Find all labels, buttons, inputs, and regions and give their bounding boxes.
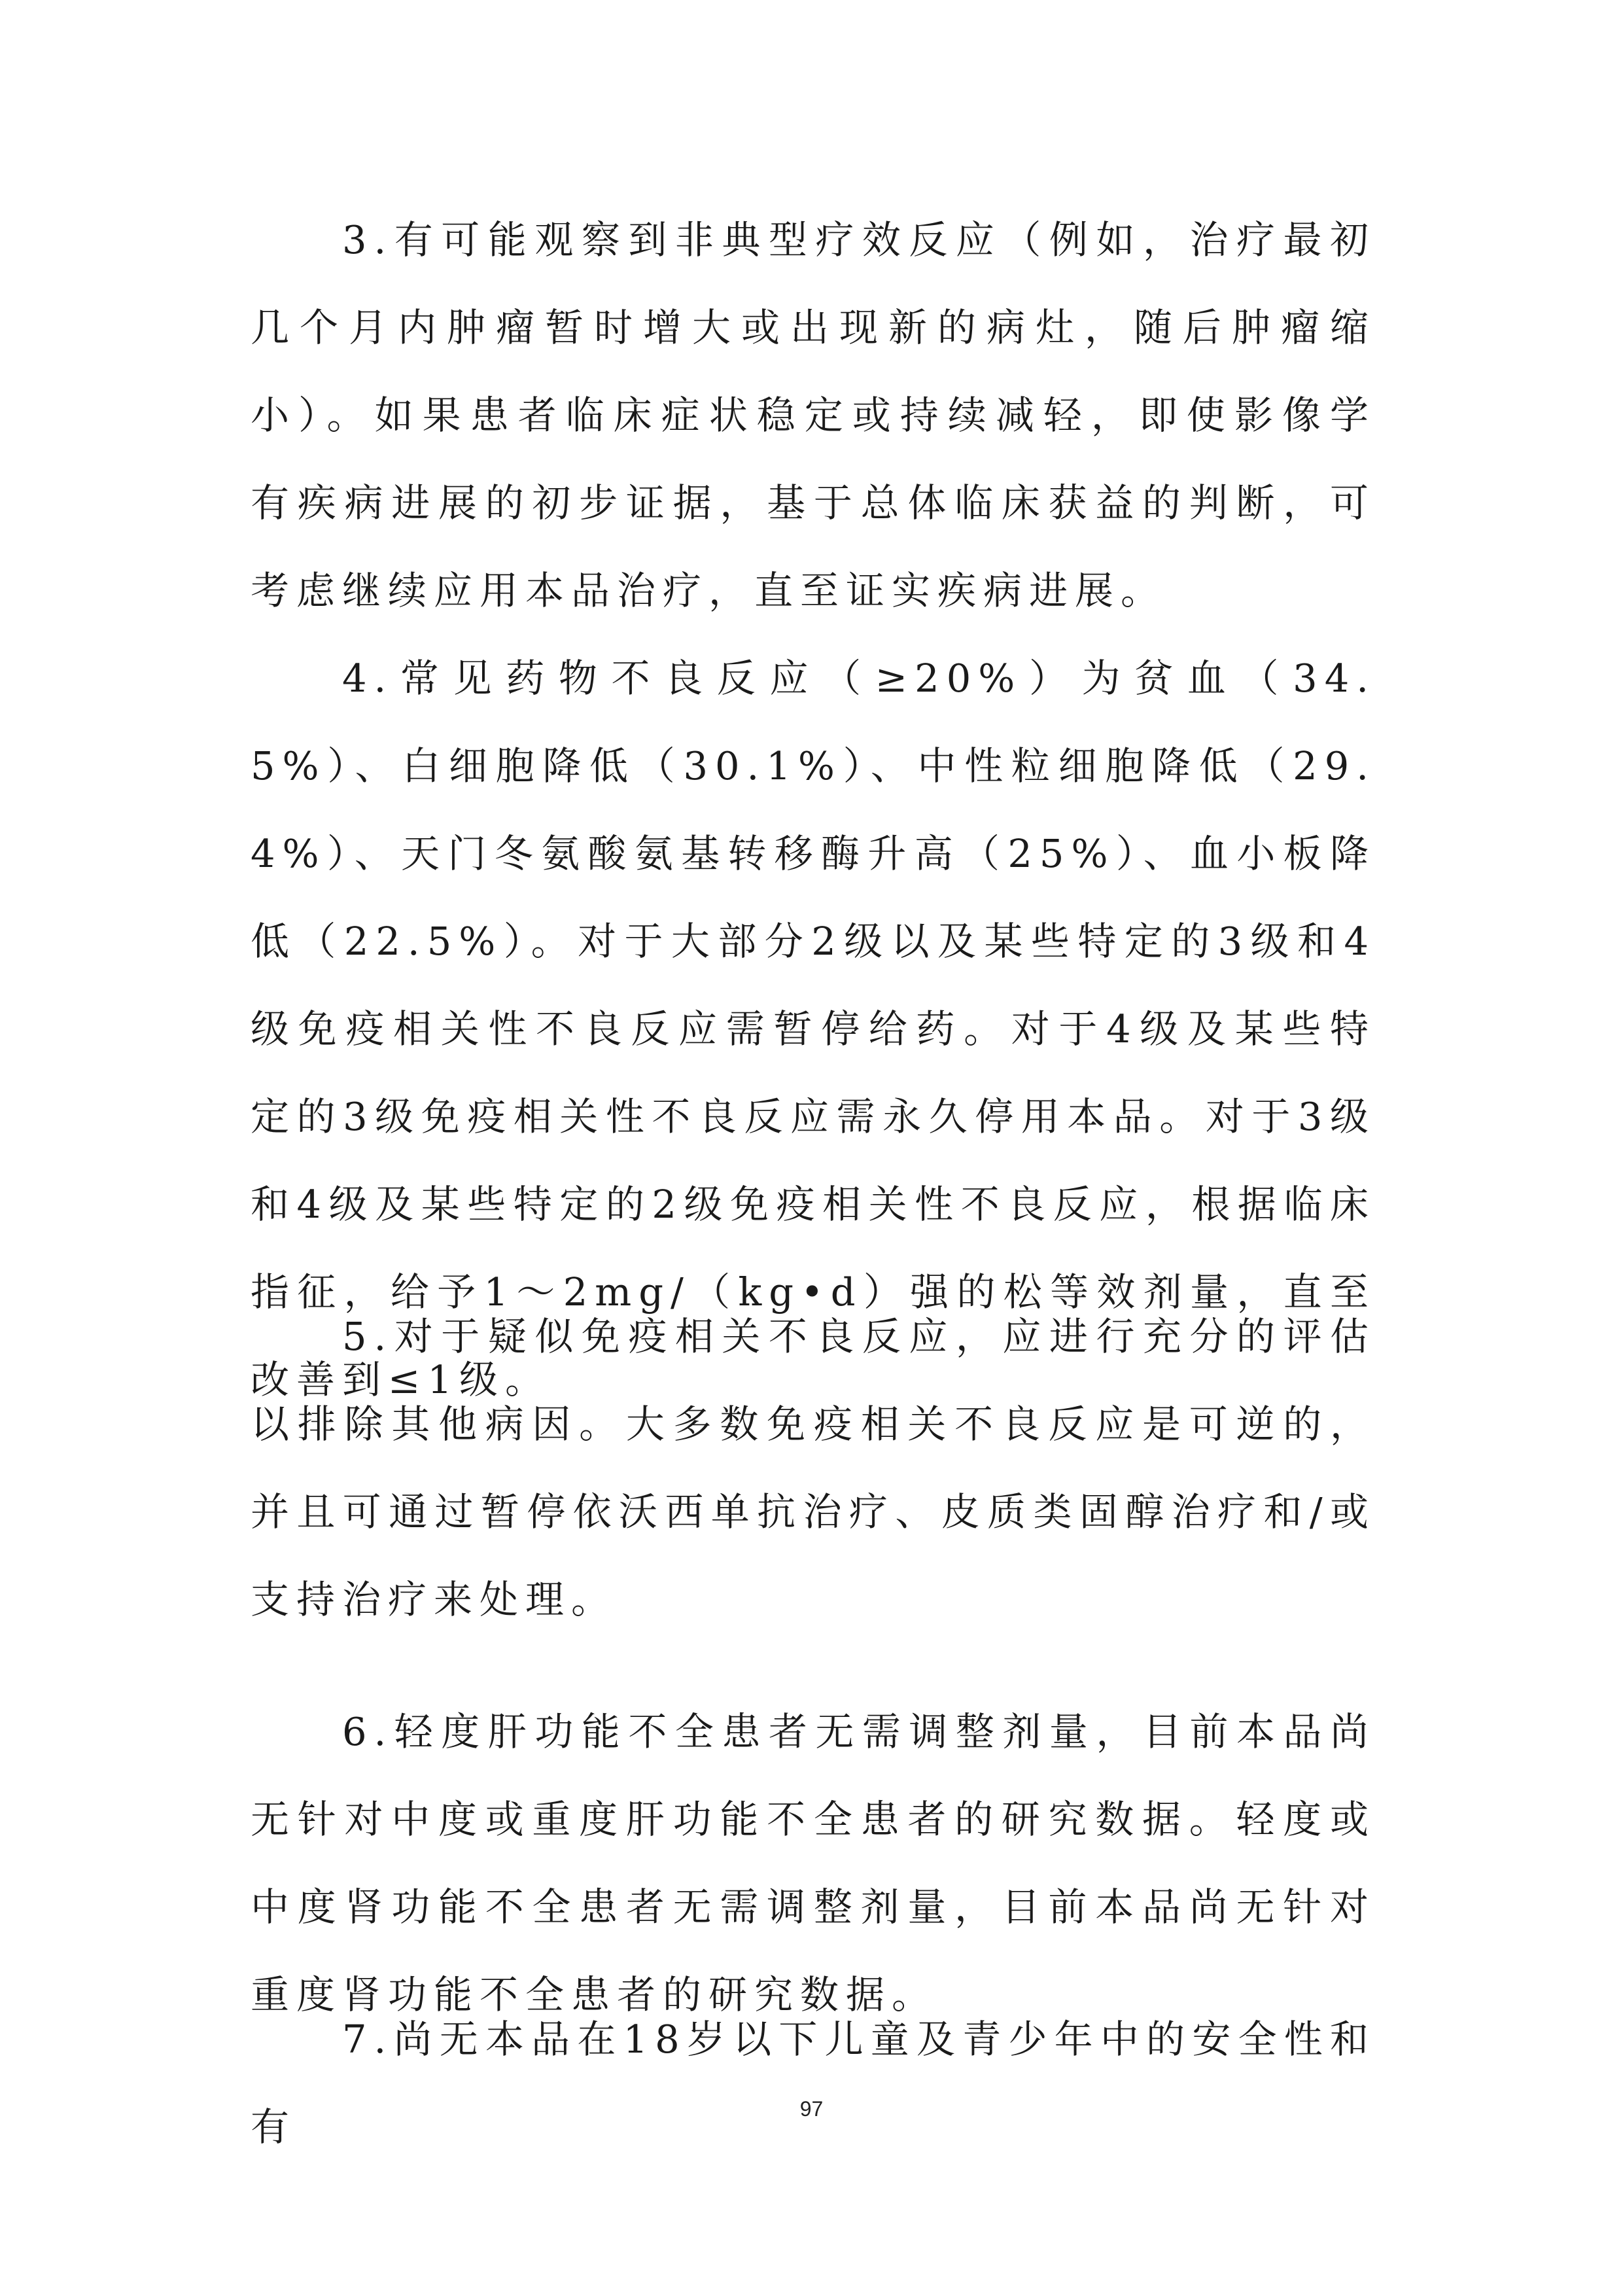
paragraph-item-6: 6.轻度肝功能不全患者无需调整剂量，目前本品尚无针对中度或重度肝功能不全患者的研究数据。轻度或中度肾功能不全患者无需调整剂量，目前本品尚无针对重度肾功能不全患者的研究数据。 xyxy=(251,1709,1376,2017)
paragraph-item-5: 5.对于疑似免疫相关不良反应，应进行充分的评估以排除其他病因。大多数免疫相关不良反应是可逆的，并且可通过暂停依沃西单抗治疗、皮质类固醇治疗和/或支持治疗来处理。 xyxy=(251,1314,1376,1622)
paragraph-item-3: 3.有可能观察到非典型疗效反应（例如，治疗最初几个月内肿瘤暂时增大或出现新的病灶，随后肿瘤缩小）。如果患者临床症状稳定或持续减轻，即使影像学有疾病进展的初步证据，基于总体临床获益的判断，可考虑继续应用本品治疗，直至证实疾病进展。 xyxy=(251,217,1376,613)
page-number: 97 xyxy=(799,2097,824,2121)
paragraph-item-7: 7.尚无本品在18岁以下儿童及青少年中的安全性和有 xyxy=(251,2017,1376,2149)
paragraph-item-4: 4.常见药物不良反应（≥20%）为贫血（34.5%）、白细胞降低（30.1%）、中性粒细胞降低（29.4%）、天门冬氨酸氨基转移酶升高（25%）、血小板降低（22.5%）。对于大部分2级以及某些特定的3级和4级免疫相关性不良反应需暂停给药。对于4级及某些特定的3级免疫相关性不良反应需永久停用本品。对于3级和4级及某些特定的2级免疫相关性不良反应，根据临床指征，给予1～2mg/（kg•d）强的松等效剂量，直至改善到≤1级。 xyxy=(251,656,1376,1402)
